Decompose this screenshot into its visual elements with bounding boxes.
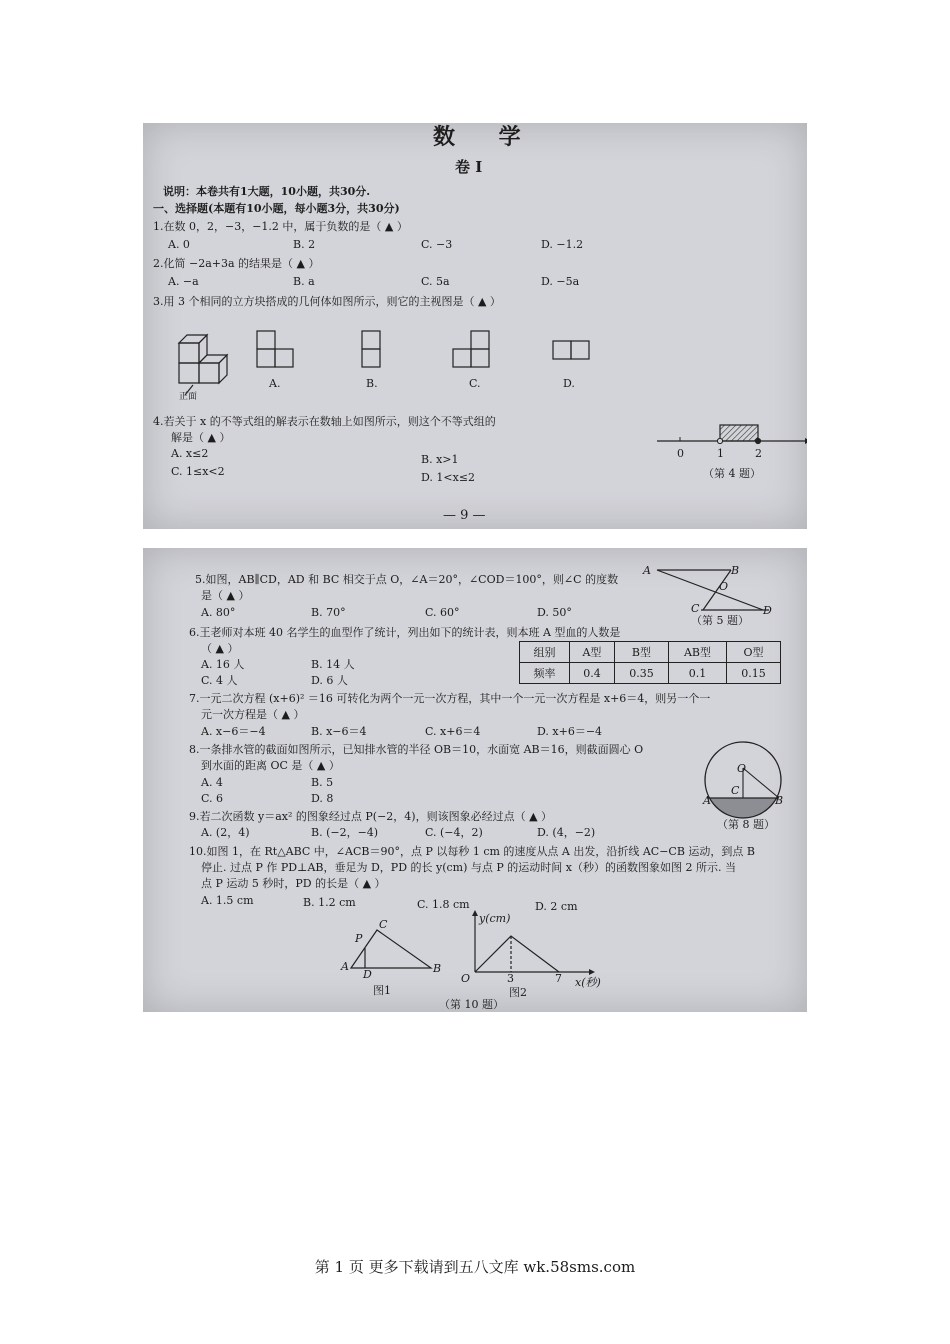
q6-stem: 6.王老师对本班 40 名学生的血型作了统计，列出如下的统计表，则本班 A 型血的人数是 — [189, 626, 621, 639]
q5-option-a: A. 80° — [201, 606, 236, 619]
q4-option-a: A. x≤2 — [171, 447, 209, 460]
table-row — [520, 642, 781, 663]
paper-part: 卷 Ⅰ — [455, 158, 483, 176]
page-footer: 第 1 页 更多下载请到五八文库 wk.58sms.com — [314, 1258, 636, 1276]
q1-option-a: A. 0 — [168, 238, 190, 251]
q2-option-c: C. 5a — [421, 275, 450, 288]
q10-caption: （第 10 题） — [439, 998, 504, 1011]
q8-caption: （第 8 题） — [717, 818, 775, 831]
q7-stem-2: 元一次方程是（ ▲ ） — [201, 708, 305, 721]
q10-fig1-point-p: P — [355, 932, 363, 945]
table-cell: 0.15 — [726, 663, 780, 684]
q2-option-b: B. a — [293, 275, 315, 288]
q10-option-b: B. 1.2 cm — [303, 896, 356, 909]
exam-photo-page-10 — [143, 548, 807, 1012]
q4-option-d: D. 1<x≤2 — [421, 471, 476, 484]
q9-option-b: B. (−2，−4) — [311, 826, 379, 839]
q8-pipe-cross-section — [703, 740, 785, 822]
q5-point-b: B — [731, 564, 740, 577]
q6-option-d: D. 6 人 — [311, 674, 348, 687]
q4-option-b: B. x>1 — [421, 453, 459, 466]
q7-option-b: B. x−6＝4 — [311, 725, 367, 738]
q10-fig1-point-d: D — [363, 968, 372, 981]
q10-fig1-point-c: C — [379, 918, 388, 931]
table-header-cell: O型 — [726, 642, 780, 663]
q5-caption: （第 5 题） — [691, 614, 749, 627]
q3-option-c-view — [451, 329, 495, 371]
q8-stem-2: 到水面的距离 OC 是（ ▲ ） — [201, 759, 340, 772]
q4-axis-1: 1 — [717, 447, 724, 460]
table-header-cell: AB型 — [668, 642, 726, 663]
q10-fig2-caption: 图2 — [509, 986, 527, 999]
q8-option-b: B. 5 — [311, 776, 334, 789]
q1-option-b: B. 2 — [293, 238, 316, 251]
q8-option-d: D. 8 — [311, 792, 334, 805]
q6-option-c: C. 4 人 — [201, 674, 238, 687]
section-heading: 一、选择题(本题有10小题，每小题3分，共30分) — [153, 202, 400, 215]
q10-fig2-tick-3: 3 — [507, 972, 514, 985]
q10-fig1-point-b: B — [433, 962, 442, 975]
q10-fig2-origin: O — [461, 972, 471, 985]
instructions-note: 说明：本卷共有1大题，10小题，共30分. — [163, 185, 371, 198]
q7-option-c: C. x+6＝4 — [425, 725, 481, 738]
q9-stem: 9.若二次函数 y＝ax² 的图象经过点 P(−2，4)，则该图象必经过点（ ▲ ） — [189, 810, 553, 823]
table-header-cell: 组别 — [520, 642, 570, 663]
q6-stem-2: （ ▲ ） — [201, 642, 239, 655]
q3-cube-solid-figure — [171, 315, 241, 397]
q1-option-c: C. −3 — [421, 238, 453, 251]
table-header-cell: A型 — [569, 642, 614, 663]
q5-point-d: D — [763, 604, 772, 617]
q6-option-a: A. 16 人 — [201, 658, 245, 671]
q4-stem-2: 解是（ ▲ ） — [171, 431, 231, 444]
q5-option-b: B. 70° — [311, 606, 346, 619]
q10-fig2-x-label: x(秒) — [575, 976, 601, 989]
q5-option-c: C. 60° — [425, 606, 460, 619]
q10-fig1-point-a: A — [341, 960, 349, 973]
q5-stem-2: 是（ ▲ ） — [201, 589, 250, 602]
q3-front-label: 正面 — [179, 392, 198, 402]
q10-option-d: D. 2 cm — [535, 900, 578, 913]
q5-point-o: O — [719, 580, 729, 593]
q2-stem: 2.化简 −2a+3a 的结果是（ ▲ ） — [153, 257, 320, 270]
q10-stem-3: 点 P 运动 5 秒时，PD 的长是（ ▲ ） — [201, 877, 386, 890]
q10-option-a: A. 1.5 cm — [201, 894, 254, 907]
q3-option-a: A. — [269, 377, 281, 390]
q4-option-c: C. 1≤x<2 — [171, 465, 225, 478]
q3-stem: 3.用 3 个相同的立方块搭成的几何体如图所示，则它的主视图是（ ▲ ） — [153, 295, 501, 308]
table-cell: 0.4 — [569, 663, 614, 684]
q6-frequency-table — [519, 641, 781, 684]
q1-option-d: D. −1.2 — [541, 238, 584, 251]
q10-stem: 10.如图 1，在 Rt△ABC 中，∠ACB＝90°，点 P 以每秒 1 cm 的速度从点 A 出发，沿折线 AC−CB 运动，到点 B — [189, 845, 756, 858]
q1-stem: 1.在数 0，2，−3，−1.2 中，属于负数的是（ ▲ ） — [153, 220, 408, 233]
q4-axis-0: 0 — [677, 447, 684, 460]
table-cell: 0.1 — [668, 663, 726, 684]
q3-option-b: B. — [366, 377, 378, 390]
q2-option-d: D. −5a — [541, 275, 580, 288]
q7-stem: 7.一元二次方程 (x+6)² ＝16 可转化为两个一元一次方程，其中一个一元一次方程是 x+6＝4，则另一个一 — [189, 692, 711, 705]
exam-photo-page-9 — [143, 123, 807, 529]
q5-point-c: C — [691, 602, 700, 615]
q8-stem: 8.一条排水管的截面如图所示，已知排水管的半径 OB＝10，水面宽 AB＝16，则截面圆心 O — [189, 743, 644, 756]
q10-fig2-y-label: y(cm) — [479, 912, 511, 925]
q10-fig2-tick-7: 7 — [555, 972, 562, 985]
q9-option-d: D. (4，−2) — [537, 826, 596, 839]
q8-point-a: A — [703, 794, 711, 807]
table-cell: 0.35 — [614, 663, 668, 684]
q2-option-a: A. −a — [168, 275, 199, 288]
q10-option-c: C. 1.8 cm — [417, 898, 470, 911]
q8-option-c: C. 6 — [201, 792, 224, 805]
table-row — [520, 663, 781, 684]
page-title: 数 学 — [433, 124, 539, 150]
q9-option-c: C. (−4，2) — [425, 826, 483, 839]
q7-option-a: A. x−6＝−4 — [201, 725, 266, 738]
q5-point-a: A — [643, 564, 651, 577]
q8-point-o: O — [737, 762, 747, 775]
table-header-cell: B型 — [614, 642, 668, 663]
q8-point-b: B — [775, 794, 784, 807]
q4-caption: （第 4 题） — [703, 467, 761, 480]
q3-option-b-view — [360, 329, 384, 371]
table-cell: 频率 — [520, 663, 570, 684]
q9-option-a: A. (2，4) — [201, 826, 250, 839]
q3-option-c: C. — [469, 377, 481, 390]
q3-option-d-view — [551, 339, 595, 363]
q3-option-d: D. — [563, 377, 575, 390]
q5-option-d: D. 50° — [537, 606, 572, 619]
q7-option-d: D. x+6＝−4 — [537, 725, 603, 738]
q4-stem: 4.若关于 x 的不等式组的解表示在数轴上如图所示，则这个不等式组的 — [153, 415, 496, 428]
q4-axis-2: 2 — [755, 447, 762, 460]
q8-point-c: C — [731, 784, 740, 797]
q6-option-b: B. 14 人 — [311, 658, 355, 671]
q10-fig1-caption: 图1 — [373, 984, 391, 997]
q5-stem: 5.如图，AB∥CD，AD 和 BC 相交于点 O，∠A＝20°，∠COD＝100°，则∠C 的度数 — [195, 573, 619, 586]
q10-stem-2: 停止. 过点 P 作 PD⊥AB，垂足为 D，PD 的长 y(cm) 与点 P 的运动时间 x（秒）的函数图象如图 2 所示. 当 — [201, 861, 736, 874]
q3-option-a-view — [255, 329, 295, 371]
page-number: — 9 — — [443, 508, 486, 523]
q8-option-a: A. 4 — [201, 776, 223, 789]
